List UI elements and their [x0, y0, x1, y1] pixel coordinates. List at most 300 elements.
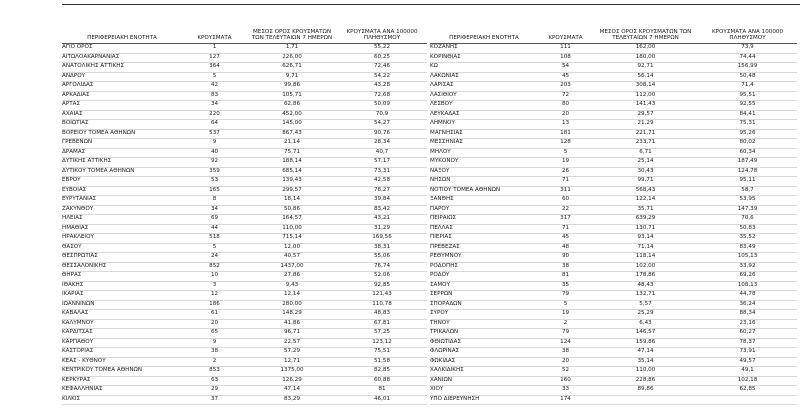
region-cell: ΚΩ: [430, 63, 438, 70]
per100k-cell: 57,25: [373, 329, 390, 336]
per100k-cell: 60,88: [373, 376, 390, 383]
cases-cell: 2: [212, 357, 217, 364]
region-cell: ΗΛΕΙΑΣ: [62, 215, 83, 222]
per100k-cell: 35,52: [739, 234, 756, 241]
header-per100k: ΚΡΟΥΣΜΑΤΑ ΑΝΑ 100000 ΠΛΗΘΥΣΜΟΥ: [337, 13, 427, 44]
per100k-cell: 33,92: [739, 262, 756, 269]
avg7-cell: 110,00: [282, 224, 302, 231]
region-cell: ΚΑΣΤΟΡΙΑΣ: [62, 348, 94, 355]
avg7-cell: 715,14: [282, 234, 302, 241]
per100k-cell: 81: [378, 386, 386, 393]
per100k-cell: 72,46: [373, 63, 390, 70]
avg7-cell: 5,57: [639, 300, 652, 307]
region-cell: ΙΩΑΝΝΙΝΩΝ: [62, 300, 95, 307]
per100k-cell: 147,39: [737, 205, 758, 212]
table-row: [62, 82, 427, 92]
per100k-cell: 55,06: [373, 253, 390, 260]
table-row: [62, 300, 427, 310]
region-cell: ΧΑΝΙΩΝ: [430, 376, 452, 383]
table-row: [430, 272, 797, 282]
avg7-cell: 35,71: [637, 205, 654, 212]
region-cell: ΑΡΤΑΣ: [62, 101, 80, 108]
region-cell: ΗΡΑΚΛΕΙΟΥ: [62, 234, 94, 241]
region-cell: ΣΑΜΟΥ: [430, 281, 451, 288]
table-row: [430, 357, 797, 367]
region-cell: ΑΝΔΡΟΥ: [62, 72, 86, 79]
table-row: [430, 329, 797, 339]
avg7-cell: 626,71: [282, 63, 302, 70]
cases-cell: 5: [563, 300, 568, 307]
avg7-cell: 164,57: [282, 215, 302, 222]
cases-table-left: [62, 13, 427, 405]
table-row: [430, 319, 797, 329]
per100k-cell: 44,78: [739, 291, 756, 298]
table-row: [430, 224, 797, 234]
per100k-cell: 95,51: [739, 91, 756, 98]
region-cell: ΘΕΣΠΡΩΤΙΑΣ: [62, 253, 98, 260]
table-row: [430, 395, 797, 405]
avg7-cell: 12,14: [283, 291, 300, 298]
region-cell: ΑΧΑΪΑΣ: [62, 110, 83, 117]
table-row: [62, 110, 427, 120]
region-cell: ΘΑΣΟΥ: [62, 243, 82, 250]
avg7-cell: 92,71: [637, 63, 654, 70]
per100k-cell: 78,27: [373, 186, 390, 193]
cases-cell: 5: [563, 148, 568, 155]
avg7-cell: 30,43: [637, 167, 654, 174]
region-cell: ΑΓΙΟ ΟΡΟΣ: [62, 44, 93, 51]
cases-cell: 22: [561, 205, 570, 212]
per100k-cell: 124,78: [737, 167, 758, 174]
cases-cell: 69: [210, 215, 219, 222]
table-row: [430, 281, 797, 291]
avg7-cell: 308,14: [635, 82, 656, 89]
region-cell: ΔΥΤΙΚΟΥ ΤΟΜΕΑ ΑΘΗΝΩΝ: [62, 167, 135, 174]
header-per100k: ΚΡΟΥΣΜΑΤΑ ΑΝΑ 100000 ΠΛΗΘΥΣΜΟΥ: [698, 13, 797, 44]
cases-cell: 20: [210, 319, 219, 326]
avg7-cell: 96,71: [283, 329, 300, 336]
avg7-cell: [593, 395, 698, 405]
table-row: [62, 196, 427, 206]
region-cell: ΧΙΟΥ: [430, 386, 444, 393]
cases-cell: 5: [212, 72, 217, 79]
region-cell: ΗΜΑΘΙΑΣ: [62, 224, 89, 231]
table-row: [62, 44, 427, 54]
table-row: [62, 291, 427, 301]
region-cell: ΛΑΚΩΝΙΑΣ: [430, 72, 459, 79]
per100k-cell: 23,16: [739, 319, 756, 326]
cases-cell: 38: [561, 348, 570, 355]
region-cell: ΕΥΡΥΤΑΝΙΑΣ: [62, 196, 97, 203]
avg7-cell: 221,71: [635, 129, 656, 136]
table-row: [430, 91, 797, 101]
per100k-cell: 49,1: [741, 367, 754, 374]
avg7-cell: 228,86: [635, 376, 656, 383]
region-cell: ΡΟΔΟΥ: [430, 272, 450, 279]
table-row: [430, 262, 797, 272]
cases-cell: 52: [561, 367, 570, 374]
table-row: [430, 139, 797, 149]
cases-cell: 165: [209, 186, 220, 193]
avg7-cell: 102,00: [635, 262, 656, 269]
cases-cell: 60: [561, 196, 570, 203]
per100k-cell: 108,13: [737, 281, 758, 288]
cases-cell: 311: [560, 186, 571, 193]
table-row: [430, 367, 797, 377]
table-row: [430, 234, 797, 244]
cases-cell: 19: [561, 158, 570, 165]
region-cell: ΛΑΡΙΣΑΣ: [430, 82, 454, 89]
cases-cell: 29: [210, 386, 219, 393]
avg7-cell: 89,86: [637, 386, 654, 393]
per100k-cell: 50,09: [373, 101, 390, 108]
region-cell: ΦΩΚΙΔΑΣ: [430, 357, 456, 364]
table-row: [430, 158, 797, 168]
per100k-cell: 83,49: [739, 243, 756, 250]
table-row: [62, 395, 427, 405]
table-row: [62, 101, 427, 111]
cases-cell: 359: [209, 167, 220, 174]
cases-cell: 44: [210, 224, 219, 231]
cases-cell: 20: [561, 110, 570, 117]
per100k-cell: 58,7: [741, 186, 754, 193]
avg7-cell: 18,14: [283, 196, 300, 203]
avg7-cell: 22,57: [283, 338, 300, 345]
region-cell: ΜΗΛΟΥ: [430, 148, 451, 155]
table-row: [62, 177, 427, 187]
region-cell: ΒΟΡΕΙΟΥ ΤΟΜΕΑ ΑΘΗΝΩΝ: [62, 129, 136, 136]
per100k-cell: 72,68: [373, 91, 390, 98]
per100k-cell: 57,17: [373, 158, 390, 165]
avg7-cell: 50,86: [283, 205, 300, 212]
avg7-cell: 162,00: [635, 44, 656, 51]
table-row: [430, 376, 797, 386]
cases-cell: 127: [209, 53, 220, 60]
table-row: [430, 215, 797, 225]
avg7-cell: 99,71: [637, 177, 654, 184]
table-row: [62, 186, 427, 196]
cases-cell: 5: [212, 243, 217, 250]
per100k-cell: 28,34: [373, 139, 390, 146]
cases-cell: 48: [561, 243, 570, 250]
region-cell: ΘΕΣΣΑΛΟΝΙΚΗΣ: [62, 262, 107, 269]
header-avg7: ΜΕΣΟΣ ΟΡΟΣ ΚΡΟΥΣΜΑΤΩΝ ΤΩΝ ΤΕΛΕΥΤΑΙΩΝ 7 ΗΜΕΡΩΝ: [247, 13, 337, 44]
table-row: [62, 234, 427, 244]
table-row: [62, 167, 427, 177]
cases-cell: 65: [210, 329, 219, 336]
region-cell: ΠΑΡΟΥ: [430, 205, 450, 212]
avg7-cell: 148,29: [282, 310, 302, 317]
avg7-cell: 21,14: [283, 139, 300, 146]
avg7-cell: 112,00: [635, 91, 656, 98]
region-cell: ΔΡΑΜΑΣ: [62, 148, 86, 155]
region-cell: ΞΑΝΘΗΣ: [430, 196, 454, 203]
region-cell: ΑΡΚΑΔΙΑΣ: [62, 91, 90, 98]
region-cell: ΤΗΝΟΥ: [430, 319, 450, 326]
table-row: [62, 357, 427, 367]
region-cell: ΠΙΕΡΙΑΣ: [430, 234, 452, 241]
region-cell: ΝΗΣΩΝ: [430, 177, 451, 184]
cases-cell: 128: [560, 139, 571, 146]
region-cell: ΕΒΡΟΥ: [62, 177, 81, 184]
cases-cell: 12: [210, 291, 219, 298]
region-cell: ΑΙΤΩΛΟΑΚΑΡΝΑΝΙΑΣ: [62, 53, 120, 60]
cases-cell: 45: [561, 234, 570, 241]
cases-cell: 20: [561, 357, 570, 364]
region-cell: ΜΥΚΟΝΟΥ: [430, 158, 459, 165]
per100k-cell: 123,12: [372, 338, 392, 345]
avg7-cell: 29,57: [637, 110, 654, 117]
avg7-cell: 27,86: [283, 272, 300, 279]
region-cell: ΣΥΡΟΥ: [430, 310, 449, 317]
table-row: [430, 129, 797, 139]
avg7-cell: 47,14: [283, 386, 300, 393]
per100k-cell: 83,42: [373, 205, 390, 212]
cases-cell: 26: [561, 167, 570, 174]
header-cases: ΚΡΟΥΣΜΑΤΑ: [538, 13, 593, 44]
header-row: [62, 13, 427, 44]
avg7-cell: 75,71: [283, 148, 300, 155]
table-row: [62, 129, 427, 139]
per100k-cell: 36,24: [739, 300, 756, 307]
per100k-cell: 55,22: [373, 44, 390, 51]
per100k-cell: 71,4: [741, 82, 754, 89]
per100k-cell: 74,44: [739, 53, 756, 60]
cases-cell: 38: [561, 262, 570, 269]
per100k-cell: 51,58: [373, 357, 390, 364]
cases-cell: 34: [210, 101, 219, 108]
table-row: [62, 272, 427, 282]
region-cell: ΛΗΜΝΟΥ: [430, 120, 455, 127]
cases-cell: 181: [560, 129, 571, 136]
table-row: [62, 139, 427, 149]
avg7-cell: 685,14: [282, 167, 302, 174]
cases-cell: 174: [560, 395, 571, 402]
table-row: [430, 196, 797, 206]
per100k-cell: 52,06: [373, 272, 390, 279]
per100k-cell: 105,13: [737, 253, 758, 260]
table-row: [62, 262, 427, 272]
table-row: [430, 291, 797, 301]
region-cell: ΖΑΚΥΝΘΟΥ: [62, 205, 94, 212]
table-row: [430, 186, 797, 196]
per100k-cell: 75,51: [373, 348, 390, 355]
avg7-cell: 867,43: [282, 129, 302, 136]
region-cell: ΤΡΙΚΑΛΩΝ: [430, 329, 459, 336]
avg7-cell: 1,71: [285, 44, 299, 51]
avg7-cell: 1375,00: [280, 367, 304, 374]
region-cell: ΕΥΒΟΙΑΣ: [62, 186, 87, 193]
cases-cell: 79: [561, 329, 570, 336]
table-row: [430, 205, 797, 215]
per100k-cell: 43,28: [373, 82, 390, 89]
table-row: [62, 348, 427, 358]
cases-cell: 53: [210, 177, 219, 184]
table-row: [62, 205, 427, 215]
cases-cell: 160: [560, 376, 571, 383]
region-cell: ΚΑΒΑΛΑΣ: [62, 310, 89, 317]
table-row: [430, 243, 797, 253]
avg7-cell: 93,14: [637, 234, 654, 241]
region-cell: ΓΡΕΒΕΝΩΝ: [62, 139, 93, 146]
cases-cell: 33: [561, 386, 570, 393]
region-cell: ΚΟΡΙΝΘΙΑΣ: [430, 53, 461, 60]
table-row: [430, 44, 797, 54]
avg7-cell: 139,43: [282, 177, 302, 184]
per100k-cell: 46,01: [373, 395, 390, 402]
table-row: [62, 53, 427, 63]
cases-cell: 81: [561, 272, 570, 279]
header-cases: ΚΡΟΥΣΜΑΤΑ: [182, 13, 247, 44]
per100k-cell: 70,9: [375, 110, 389, 117]
cases-cell: 35: [561, 281, 570, 288]
per100k-cell: 38,31: [373, 243, 390, 250]
region-cell: ΒΟΙΩΤΙΑΣ: [62, 120, 89, 127]
per100k-cell: 169,56: [372, 234, 392, 241]
avg7-cell: 6,71: [639, 148, 652, 155]
region-cell: ΧΑΛΚΙΔΙΚΗΣ: [430, 367, 464, 374]
cases-cell: 1: [212, 44, 217, 51]
region-cell: ΝΑΞΟΥ: [430, 167, 450, 174]
region-cell: ΚΟΖΑΝΗΣ: [430, 44, 458, 51]
per100k-cell: 80,02: [739, 139, 756, 146]
per100k-cell: 84,41: [739, 110, 756, 117]
table-row: [62, 91, 427, 101]
per100k-cell: 60,34: [739, 148, 756, 155]
cases-cell: 79: [561, 291, 570, 298]
cases-cell: 80: [561, 101, 570, 108]
header-region: ΠΕΡΙΦΕΡΕΙΑΚΗ ΕΝΟΤΗΤΑ: [62, 13, 182, 44]
per100k-cell: 73,9: [741, 44, 754, 51]
avg7-cell: 25,29: [637, 310, 654, 317]
cases-cell: 34: [210, 205, 219, 212]
table-row: [430, 53, 797, 63]
per100k-cell: 121,43: [372, 291, 392, 298]
cases-cell: 124: [560, 338, 571, 345]
avg7-cell: 159,86: [635, 338, 656, 345]
per100k-cell: 156,99: [737, 63, 758, 70]
region-cell: ΔΥΤΙΚΗΣ ΑΤΤΙΚΗΣ: [62, 158, 112, 165]
region-cell: ΥΠΟ ΔΙΕΡΕΥΝΗΣΗ: [430, 395, 480, 402]
avg7-cell: 12,00: [283, 243, 300, 250]
per100k-cell: 43,21: [373, 215, 390, 222]
table-body-left: [62, 44, 427, 405]
per100k-cell: 60,25: [373, 53, 390, 60]
cases-cell: 13: [561, 120, 570, 127]
avg7-cell: 1437,00: [280, 262, 304, 269]
table-row: [430, 110, 797, 120]
cases-cell: 2: [563, 319, 568, 326]
per100k-cell: 73,31: [373, 167, 390, 174]
cases-cell: 37: [210, 395, 219, 402]
avg7-cell: 35,14: [637, 357, 654, 364]
header-row: [430, 13, 797, 44]
table-row: [430, 63, 797, 73]
avg7-cell: 130,71: [635, 224, 656, 231]
region-cell: ΦΘΙΩΤΙΔΑΣ: [430, 338, 461, 345]
table-row: [430, 386, 797, 396]
cases-cell: 83: [210, 91, 219, 98]
avg7-cell: 141,43: [635, 101, 656, 108]
region-cell: ΙΚΑΡΙΑΣ: [62, 291, 84, 298]
cases-cell: 38: [210, 348, 219, 355]
region-cell: ΜΕΣΣΗΝΙΑΣ: [430, 139, 463, 146]
cases-cell: 9: [212, 338, 217, 345]
per100k-cell: 50,83: [739, 224, 756, 231]
table-row: [62, 253, 427, 263]
avg7-cell: 452,00: [282, 110, 302, 117]
per100k-cell: 50,48: [739, 72, 756, 79]
avg7-cell: 118,14: [635, 253, 656, 260]
cases-cell: 853: [209, 367, 220, 374]
table-row: [430, 167, 797, 177]
table-row: [430, 72, 797, 82]
table-row: [430, 82, 797, 92]
per100k-cell: 95,26: [739, 129, 756, 136]
region-cell: ΡΕΘΥΜΝΟΥ: [430, 253, 462, 260]
per100k-cell: 92,55: [739, 101, 756, 108]
per100k-cell: 102,18: [737, 376, 758, 383]
table-row: [62, 63, 427, 73]
per100k-cell: 69,26: [739, 272, 756, 279]
avg7-cell: 568,43: [635, 186, 656, 193]
avg7-cell: 299,57: [282, 186, 302, 193]
per100k-cell: 90,76: [373, 129, 390, 136]
table-row: [430, 310, 797, 320]
table-row: [62, 329, 427, 339]
per100k-cell: 53,95: [739, 196, 756, 203]
table-body-right: [430, 44, 797, 405]
table-row: [430, 348, 797, 358]
avg7-cell: 56,14: [637, 72, 654, 79]
cases-cell: 72: [561, 91, 570, 98]
cases-cell: 203: [560, 82, 571, 89]
avg7-cell: 12,71: [283, 357, 300, 364]
table-row: [62, 281, 427, 291]
per100k-cell: 60,27: [739, 329, 756, 336]
table-row: [62, 367, 427, 377]
region-cell: ΦΛΩΡΙΝΑΣ: [430, 348, 460, 355]
cases-cell: 364: [209, 63, 220, 70]
cases-cell: 63: [210, 376, 219, 383]
avg7-cell: 132,71: [635, 291, 656, 298]
region-cell: ΜΑΓΝΗΣΙΑΣ: [430, 129, 463, 136]
avg7-cell: 145,00: [282, 120, 302, 127]
table-row: [62, 310, 427, 320]
region-cell: ΚΑΡΠΑΘΟΥ: [62, 338, 94, 345]
cases-cell: 518: [209, 234, 220, 241]
region-cell: ΠΡΕΒΕΖΑΣ: [430, 243, 460, 250]
avg7-cell: 105,71: [282, 91, 302, 98]
header-region: ΠΕΡΙΦΕΡΕΙΑΚΗ ΕΝΟΤΗΤΑ: [430, 13, 538, 44]
per100k-cell: 48,83: [373, 310, 390, 317]
avg7-cell: 178,86: [635, 272, 656, 279]
per100k-cell: 54,22: [373, 72, 390, 79]
cases-cell: 10: [210, 272, 219, 279]
avg7-cell: 126,29: [282, 376, 302, 383]
region-cell: ΘΗΡΑΣ: [62, 272, 82, 279]
region-cell: ΝΟΤΙΟΥ ΤΟΜΕΑ ΑΘΗΝΩΝ: [430, 186, 501, 193]
cases-cell: 3: [212, 281, 217, 288]
region-cell: ΚΕΦΑΛΛΗΝΙΑΣ: [62, 386, 103, 393]
per100k-cell: 54,27: [373, 120, 390, 127]
region-cell: ΚΑΡΔΙΤΣΑΣ: [62, 329, 93, 336]
avg7-cell: 57,29: [283, 348, 300, 355]
per100k-cell: 70,6: [741, 215, 754, 222]
cases-cell: 111: [560, 44, 571, 51]
avg7-cell: 21,29: [637, 120, 654, 127]
region-cell: ΑΝΑΤΟΛΙΚΗΣ ΑΤΤΙΚΗΣ: [62, 63, 125, 70]
